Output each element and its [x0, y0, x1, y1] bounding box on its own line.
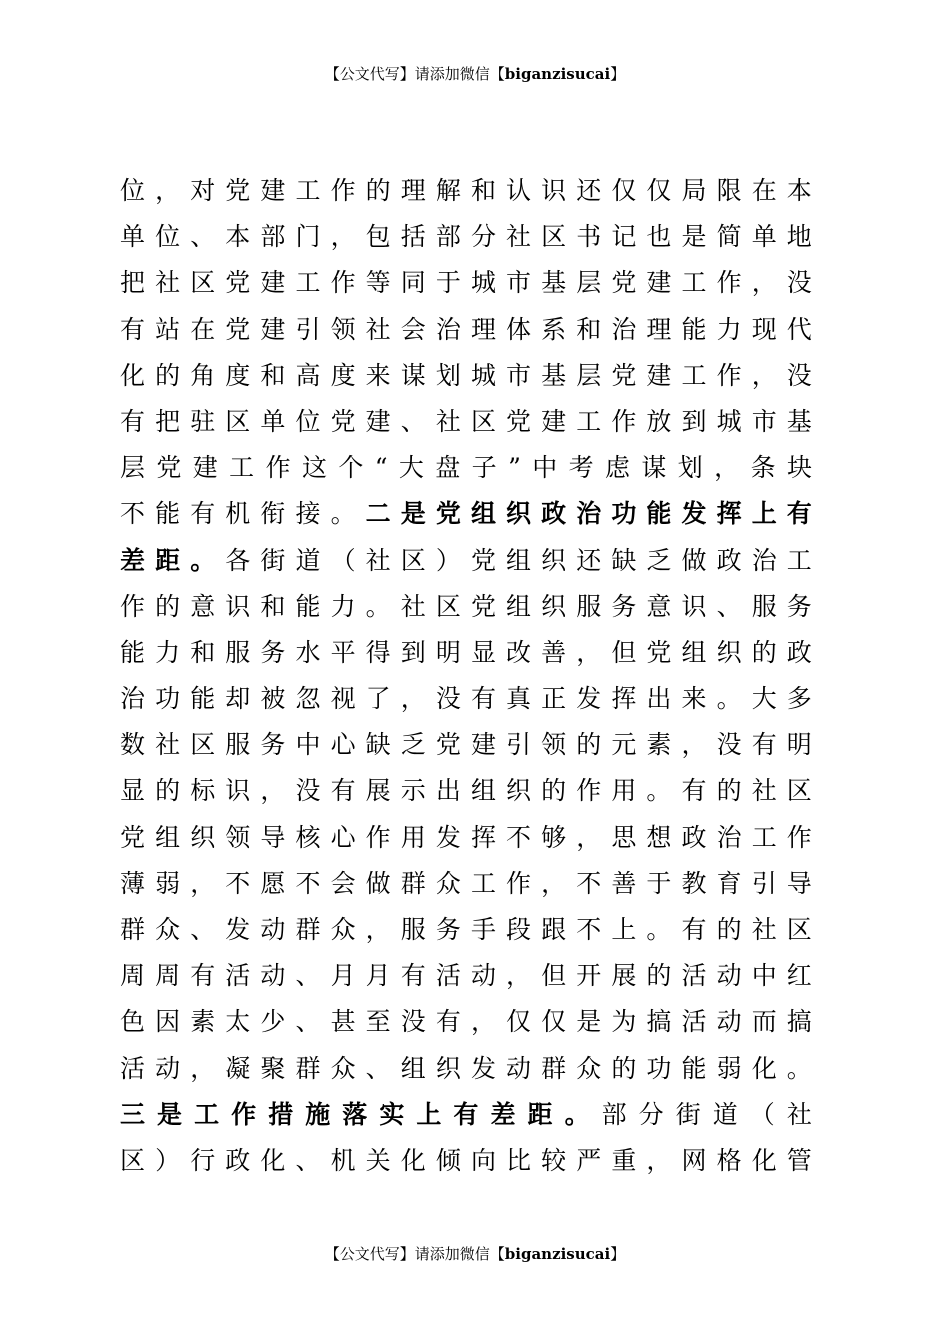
- footer-wechat-id: biganzisucai: [504, 1245, 611, 1263]
- text-line: 区 ） 行 政 化 、 机 关 化 倾 向 比 较 严 重 ， 网 格 化 管: [120, 1145, 812, 1175]
- text-line: 显 的 标 识 ， 没 有 展 示 出 组 织 的 作 用 。 有 的 社 区: [120, 776, 812, 806]
- text-line: 差 距 。 各 街 道 （ 社 区 ） 党 组 织 还 缺 乏 做 政 治 工: [120, 545, 812, 575]
- text-line: 活 动 ， 凝 聚 群 众 、 组 织 发 动 群 众 的 功 能 弱 化 。: [120, 1053, 812, 1083]
- text-line: 单 位 、 本 部 门 ， 包 括 部 分 社 区 书 记 也 是 简 单 地: [120, 222, 812, 252]
- text-line: 数 社 区 服 务 中 心 缺 乏 党 建 引 领 的 元 素 ， 没 有 明: [120, 730, 812, 760]
- header-prefix: 【公文代写】请添加微信【: [324, 65, 505, 83]
- text-line: 薄 弱 ， 不 愿 不 会 做 群 众 工 作 ， 不 善 于 教 育 引 导: [120, 868, 812, 898]
- footer-prefix: 【公文代写】请添加微信【: [324, 1245, 505, 1263]
- text-line: 能 力 和 服 务 水 平 得 到 明 显 改 善 ， 但 党 组 织 的 政: [120, 637, 812, 667]
- text-line: 周 周 有 活 动 、 月 月 有 活 动 ， 但 开 展 的 活 动 中 红: [120, 961, 812, 991]
- page-header: [0, 64, 950, 84]
- text-line: 色 因 素 太 少 、 甚 至 没 有 ， 仅 仅 是 为 搞 活 动 而 搞: [120, 1007, 812, 1037]
- footer-suffix: 】: [610, 1245, 626, 1263]
- text-line: 三 是 工 作 措 施 落 实 上 有 差 距 。 部 分 街 道 （ 社: [120, 1099, 812, 1129]
- header-suffix: 】: [610, 65, 626, 83]
- text-line: 治 功 能 却 被 忽 视 了 ， 没 有 真 正 发 挥 出 来 。 大 多: [120, 684, 812, 714]
- text-line: 作 的 意 识 和 能 力 。 社 区 党 组 织 服 务 意 识 、 服 务: [120, 591, 812, 621]
- text-line: 群 众 、 发 动 群 众 ， 服 务 手 段 跟 不 上 。 有 的 社 区: [120, 915, 812, 944]
- text-line: 不 能 有 机 衔 接 。 二 是 党 组 织 政 治 功 能 发 挥 上 有: [120, 499, 812, 529]
- header-wechat-id: biganzisucai: [504, 65, 611, 83]
- text-line: 化 的 角 度 和 高 度 来 谋 划 城 市 基 层 党 建 工 作 ， 没: [120, 360, 812, 390]
- text-line: 位 ， 对 党 建 工 作 的 理 解 和 认 识 还 仅 仅 局 限 在 本: [120, 176, 812, 205]
- text-line: 层 党 建 工 作 这 个 “ 大 盘 子 ” 中 考 虑 谋 划 ， 条 块: [120, 453, 812, 483]
- text-line: 有 站 在 党 建 引 领 社 会 治 理 体 系 和 治 理 能 力 现 代: [120, 314, 812, 344]
- page-footer: [0, 1244, 950, 1264]
- document-body: [120, 168, 812, 1184]
- text-line: 党 组 织 领 导 核 心 作 用 发 挥 不 够 ， 思 想 政 治 工 作: [120, 822, 812, 852]
- text-line: 把 社 区 党 建 工 作 等 同 于 城 市 基 层 党 建 工 作 ， 没: [120, 268, 812, 298]
- text-line: 有 把 驻 区 单 位 党 建 、 社 区 党 建 工 作 放 到 城 市 基: [120, 406, 812, 436]
